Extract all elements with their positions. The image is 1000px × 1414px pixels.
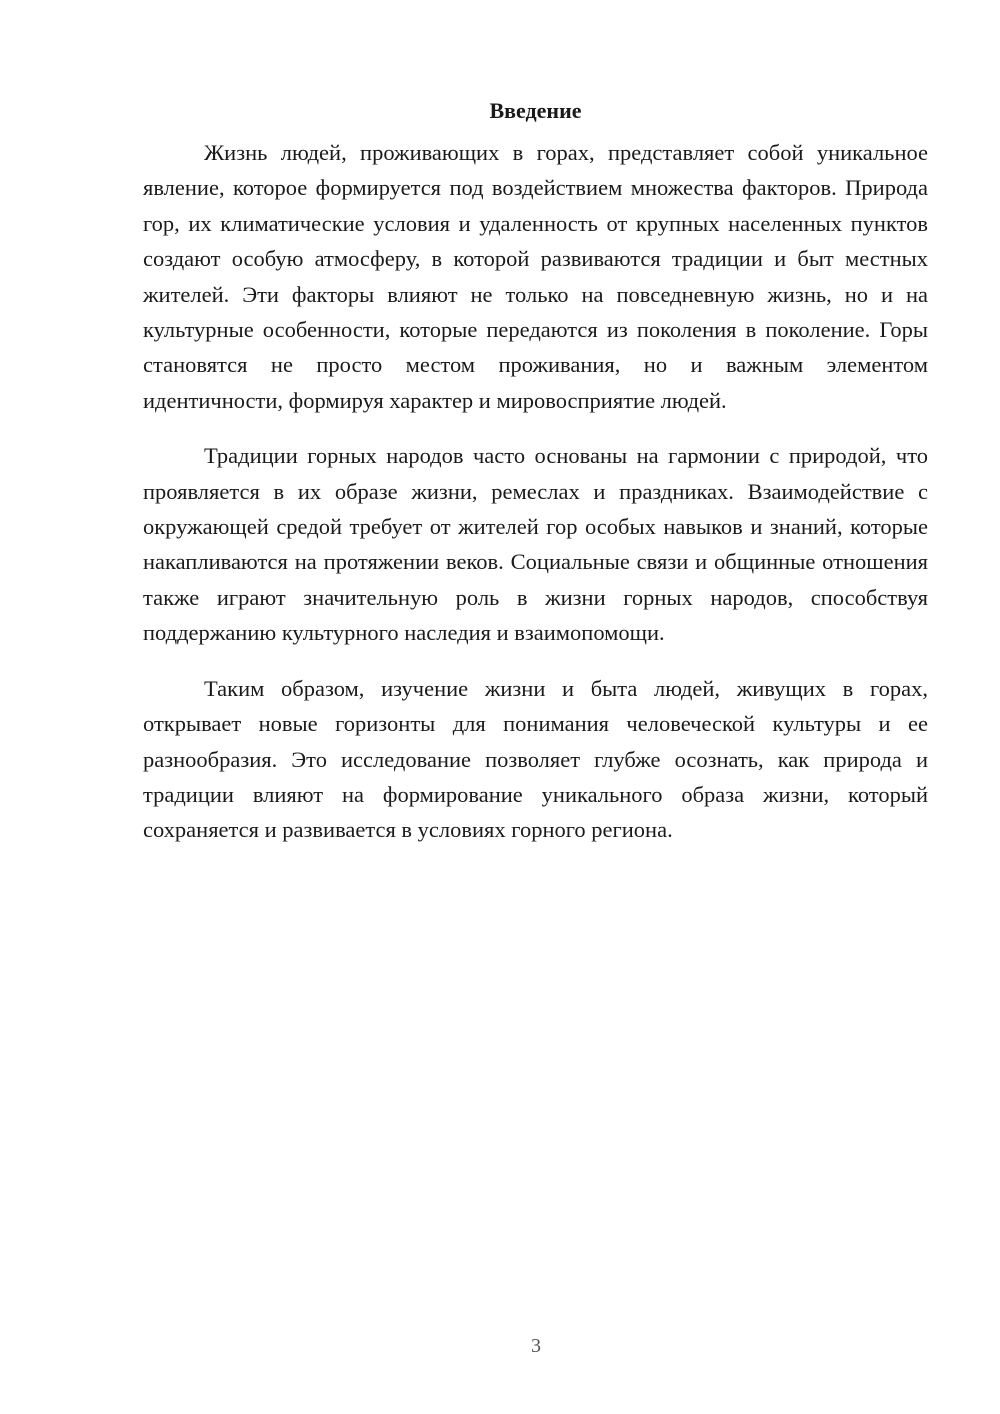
page-content: [143, 96, 928, 848]
paragraph-2: Традиции горных народов часто основаны на гармонии с природой, что проявляется в их образе жизни, ремеслах и праздниках. Взаимодействие с окружающей средой требует от жителей гор особых навыков и знаний, которые накапливаются на протяжении веков. Социальные связи и общинные отношения также играют значительную роль в жизни горных народов, способствуя поддержанию культурного наследия и взаимопомощи.: [143, 443, 928, 646]
page-number: 3: [531, 1335, 541, 1357]
paragraph-1: Жизнь людей, проживающих в горах, представляет собой уникальное явление, которое формируется под воздействием множества факторов. Природа гор, их климатические условия и удаленность от крупных населенных пунктов создают особую атмосферу, в которой развиваются традиции и быт местных жителей. Эти факторы влияют не только на повседневную жизнь, но и на культурные особенности, которые передаются из поколения в поколение. Горы становятся не просто местом проживания, но и важным элементом идентичности, формируя характер и мировосприятие людей.: [143, 140, 928, 413]
section-title: Введение: [489, 98, 582, 123]
paragraph-3: Таким образом, изучение жизни и быта людей, живущих в горах, открывает новые горизонты для понимания человеческой культуры и ее разнообразия. Это исследование позволяет глубже осознать, как природа и традиции влияют на формирование уникального образа жизни, который сохраняется и развивается в условиях горного региона.: [143, 675, 928, 843]
